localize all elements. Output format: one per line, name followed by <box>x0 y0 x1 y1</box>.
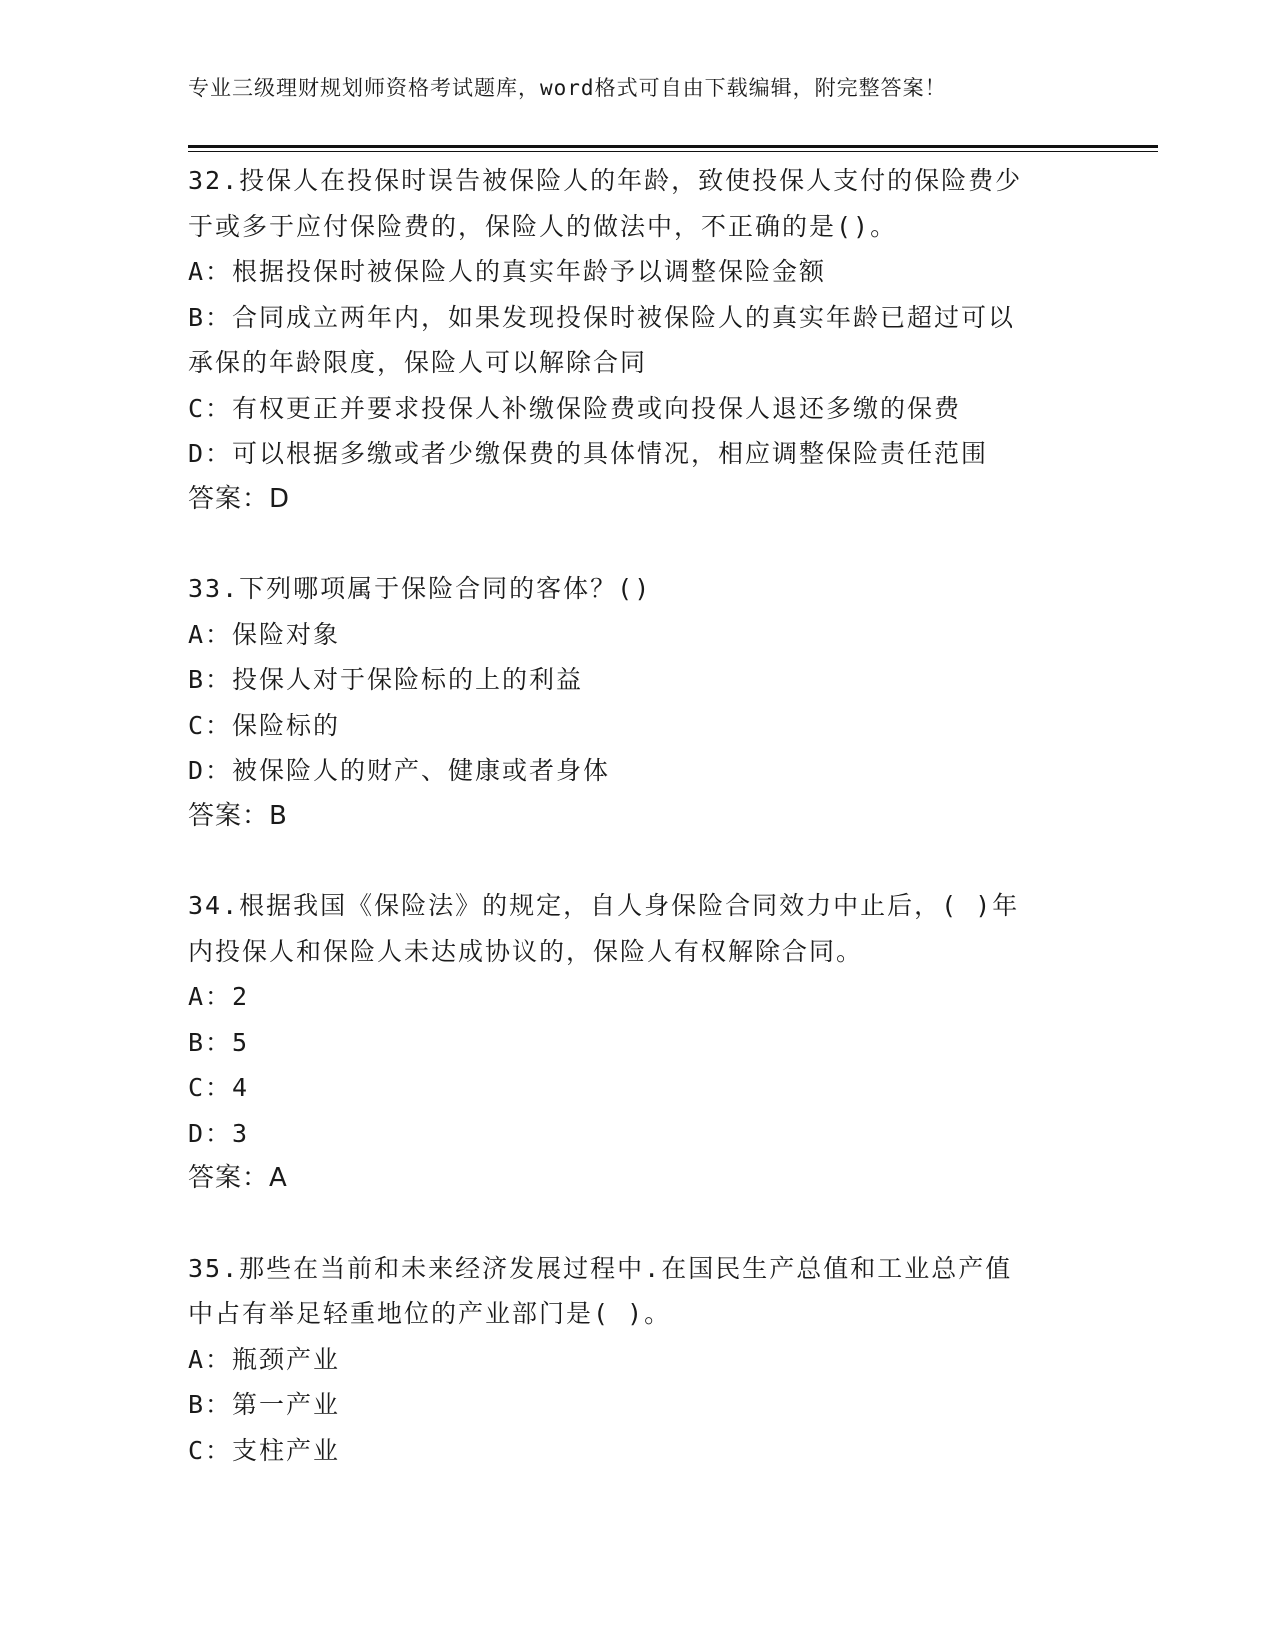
option-b: B：投保人对于保险标的上的利益 <box>188 665 584 694</box>
question-stem-line: 33.下列哪项属于保险合同的客体？() <box>188 574 652 603</box>
question-stem-line: 于或多于应付保险费的，保险人的做法中，不正确的是()。 <box>188 211 898 241</box>
option-b: B：5 <box>188 1027 250 1057</box>
question-list <box>188 158 1088 1473</box>
option-c: C：有权更正并要求投保人补缴保险费或向投保人退还多缴的保费 <box>188 393 962 423</box>
document-header: 专业三级理财规划师资格考试题库，word格式可自由下载编辑，附完整答案！ <box>188 76 947 100</box>
option-c: C：4 <box>188 1073 250 1102</box>
question-spacer <box>188 839 1088 883</box>
question-stem-line: 中占有举足轻重地位的产业部门是( )。 <box>188 1299 672 1328</box>
question-stem-line: 34.根据我国《保险法》的规定，自人身保险合同效力中止后，( )年 <box>188 891 1020 920</box>
option-c: C：保险标的 <box>188 710 341 740</box>
option-a: A：保险对象 <box>188 619 341 649</box>
header-rule-thin <box>188 151 1158 152</box>
question-spacer <box>188 522 1088 566</box>
answer-label: 答案：B <box>188 800 288 831</box>
question-34 <box>188 883 1088 1202</box>
option-d: D：可以根据多缴或者少缴保费的具体情况，相应调整保险责任范围 <box>188 439 989 468</box>
question-stem-line: 内投保人和保险人未达成协议的，保险人有权解除合同。 <box>188 936 864 966</box>
answer-label: 答案：D <box>188 483 291 514</box>
option-b: B：第一产业 <box>188 1390 341 1419</box>
option-b: B：合同成立两年内，如果发现投保时被保险人的真实年龄已超过可以 <box>188 302 1016 332</box>
option-d: D：被保险人的财产、健康或者身体 <box>188 756 611 785</box>
answer-label: 答案：A <box>188 1163 288 1193</box>
question-stem-line: 32.投保人在投保时误告被保险人的年龄，致使投保人支付的保险费少 <box>188 166 1023 195</box>
question-33 <box>188 566 1088 839</box>
option-a: A：2 <box>188 982 250 1011</box>
option-a: A：根据投保时被保险人的真实年龄予以调整保险金额 <box>188 257 827 286</box>
option-d: D：3 <box>188 1118 250 1148</box>
question-spacer <box>188 1202 1088 1246</box>
question-35 <box>188 1246 1088 1474</box>
question-32 <box>188 158 1088 522</box>
question-stem-line: 35.那些在当前和未来经济发展过程中.在国民生产总值和工业总产值 <box>188 1253 1013 1283</box>
option-c: C：支柱产业 <box>188 1435 341 1465</box>
option-b-continued: 承保的年龄限度，保险人可以解除合同 <box>188 348 648 377</box>
header-rule-thick <box>188 145 1158 148</box>
option-a: A：瓶颈产业 <box>188 1344 341 1374</box>
